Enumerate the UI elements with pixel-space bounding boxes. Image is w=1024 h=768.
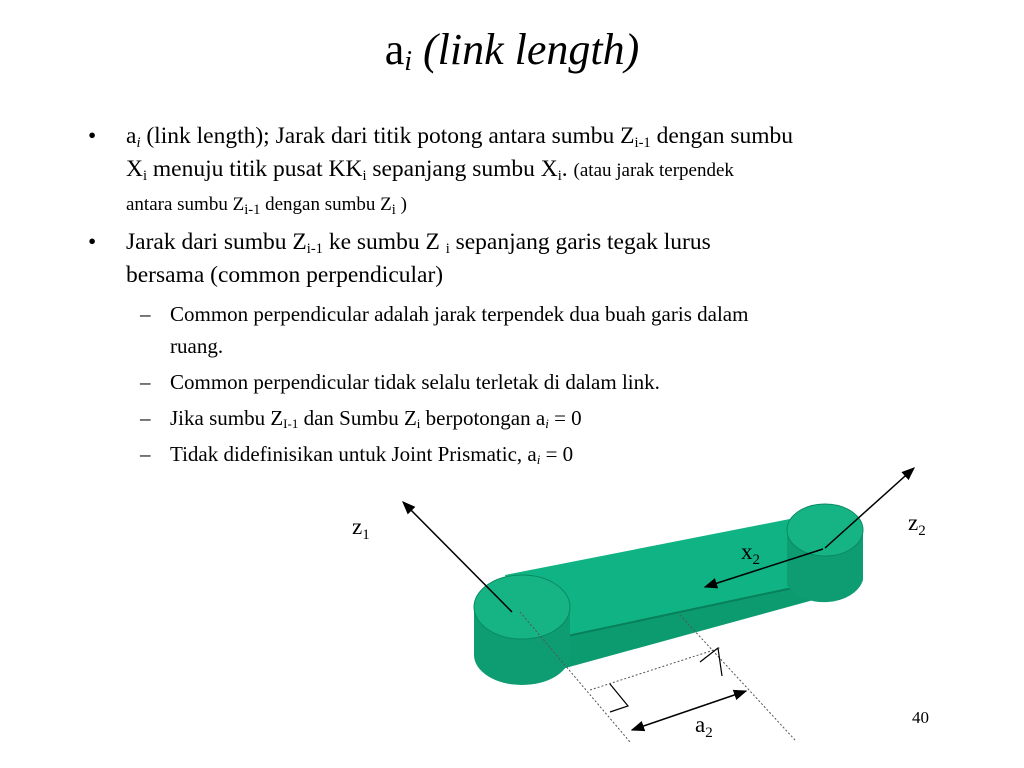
small-text-run: ) — [395, 194, 407, 215]
joint-1-cylinder — [474, 575, 570, 685]
subscript: i-1 — [244, 202, 261, 218]
dash-symbol: – — [140, 406, 151, 430]
text-run: sepanjang garis tegak lurus — [449, 229, 711, 255]
text-run: ke sumbu Z — [322, 229, 446, 255]
italic-subscript: i — [536, 452, 541, 467]
text-run: X — [126, 156, 143, 182]
text-run: Common perpendicular tidak selalu terletak di dalam link. — [170, 370, 660, 394]
bullet-symbol: • — [88, 229, 97, 255]
text-run: . — [561, 156, 574, 182]
title-subscript: i — [404, 46, 413, 77]
text-run: Tidak didefinisikan untuk Joint Prismatic, a — [170, 442, 537, 466]
a2-label: $a_2$ — [695, 712, 713, 741]
text-run: (link length); Jarak dari titik potong antara sumbu Z — [140, 123, 635, 149]
z1-axis-arrow — [403, 502, 512, 612]
joint-2-cylinder — [787, 504, 863, 602]
dash-symbol: – — [140, 302, 151, 326]
text-run: dengan sumbu — [650, 123, 794, 149]
subscript: i — [391, 202, 396, 218]
x2-label: $x_2$ — [741, 539, 760, 568]
text-run: ruang. — [170, 334, 224, 358]
subscript: I-1 — [283, 416, 299, 431]
small-text-run: dengan sumbu Z — [260, 194, 392, 215]
bullet-symbol: • — [88, 123, 97, 149]
text-run: sepanjang sumbu X — [366, 156, 558, 182]
a2-dimension-arrow — [632, 691, 746, 730]
text-run: Jarak dari sumbu Z — [126, 229, 307, 255]
z2-label: $z_2$ — [908, 510, 926, 539]
text-run: = 0 — [540, 442, 574, 466]
title-rest: (link length) — [423, 25, 640, 74]
text-run: = 0 — [548, 406, 582, 430]
small-text-run: antara sumbu Z — [126, 194, 245, 215]
subscript: i — [557, 168, 562, 184]
z1-label: $z_1$ — [352, 514, 370, 543]
page-number: 40 — [912, 708, 929, 727]
subscript: i — [445, 241, 450, 257]
title-main: a — [384, 25, 405, 74]
dash-symbol: – — [140, 442, 151, 466]
subscript: i — [142, 168, 148, 184]
subscript: i-1 — [634, 135, 651, 151]
text-run: menuju titik pusat KK — [147, 156, 363, 182]
right-angle-marker — [610, 648, 722, 712]
dash-symbol: – — [140, 370, 151, 394]
subscript: i — [362, 168, 367, 184]
text-run: a — [126, 123, 137, 149]
text-run: Common perpendicular adalah jarak terpendek dua buah garis dalam — [170, 302, 749, 326]
text-run: berpotongan a — [420, 406, 546, 430]
italic-subscript: i — [545, 416, 549, 431]
italic-subscript: i — [136, 135, 141, 151]
text-run: Jika sumbu Z — [170, 406, 284, 430]
text-run: bersama (common perpendicular) — [126, 262, 444, 288]
text-run: dan Sumbu Z — [298, 406, 417, 430]
subscript: i — [416, 416, 421, 431]
small-text-run: (atau jarak terpendek — [573, 160, 734, 181]
subscript: i-1 — [306, 241, 323, 257]
